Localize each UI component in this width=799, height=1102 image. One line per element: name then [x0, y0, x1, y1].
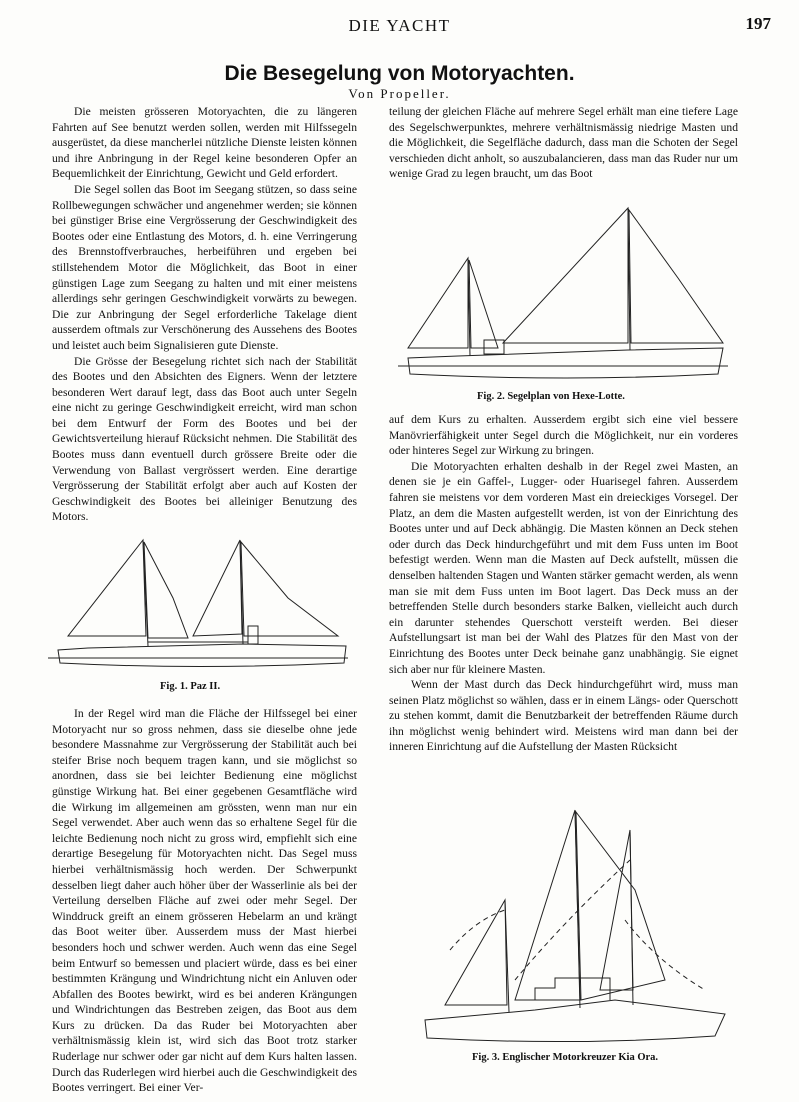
fore-mainsail	[144, 542, 188, 638]
mainsail	[241, 542, 338, 636]
page-number: 197	[745, 14, 771, 33]
funnel	[248, 626, 258, 644]
alt-rig-line	[450, 910, 505, 950]
hull	[408, 348, 723, 378]
fore-sail	[408, 258, 468, 348]
paragraph: teilung der gleichen Fläche auf mehrere Segel erhält man eine tiefere Lage des Segelschwerpunktes, mehrere verhältnismässig niedrige Masten und die Möglichkeit, die Segelfläche dadurch, dass man die Schoten der Segel verschieden dicht anholt, so auszubalancieren, dass man das Ruder nur um wenige Grad zu legen braucht, um das Boot	[389, 105, 738, 181]
running-title: DIE YACHT	[348, 16, 451, 35]
article-author: Von Propeller.	[348, 86, 451, 101]
paragraph: Die Segel sollen das Boot im Seegang stützen, so dass seine Rollbewegungen schwächer und angenehmer werden; sie können bei günstiger Brise eine Vergrösserung der Geschwindigkeit des Bootes oder eine Entlastung des Motors, d. h. eine Verringerung des Brennstoffverbrauches, herbeiführen und ergeben bei stillstehendem Motor die Möglichkeit, das Boot in einer günstigen Lage zum Seegang zu halten und mit einer meistens allerdings sehr geringen Geschwindigkeit vorwärts zu bewegen. Die zur Anbringung der Segel erforderliche Takelage dient ausserdem oftmals zur Verschönerung des Aussehens des Bootes und leistet auch beim Signalisieren gute Dienste.	[52, 182, 357, 352]
figure-3-sail-plan	[415, 800, 745, 1045]
fore-sail	[68, 540, 146, 636]
hull	[425, 1000, 725, 1042]
column-right-bottom	[389, 412, 738, 755]
column-right-top	[389, 104, 738, 182]
fore-mainsail	[469, 260, 498, 348]
column-left-bottom	[52, 706, 357, 1096]
mizzen-sail	[600, 830, 633, 990]
paragraph: In der Regel wird man die Fläche der Hilfssegel bei einer Motoryacht nur so gross nehmen, dass sie dieselbe ohne jede besondere Massnahme zur Vergrösserung der Stabilität auch bei steifer Brise noch bequem tragen kann, und sie möglichst so anordnen, dass sie bei leichter Bedienung eine möglichst günstige Wirkung hat. Bei einer gegebenen Gesamtfläche wird die Wirkung im allgemeinen am grössten, wenn man nur ein Segel verwendet. Aber auch wenn das so erhaltene Segel für die leichte Bedienung noch nicht zu gross wird, empfiehlt sich eine derartige Besegelung für Motoryachten nicht. Das Segel muss hierbei verhältnismässig hoch werden. Der Schwerpunkt desselben liegt daher auch höher über der Wasserlinie als bei der Verteilung derselben Fläche auf zwei oder mehr Segel. Der Winddruck greift an einem grösseren Hebelarm an und krängt das Boot weiter über. Ausserdem muss der Mast hierbei besonders hoch und schwer werden. Auch wenn das eine Segel beim Entwurf so bemessen und placiert würde, dass es bei einer bestimmten Krängung und Windrichtung nicht ein Anluven oder Abfallen des Bootes bewirkt, wird es bei anderen Krängungen und Windrichtungen das Bestreben zeigen, das Boot aus dem Kurs zu drücken. Da das Ruder bei Motoryachten aber verhältnismässig klein ist, wird sich das Boot trotz starker Ruderlage nur schwer oder gar nicht auf dem Kurs halten lassen. Durch das Ruderlegen wird hierbei auch die Geschwindigkeit des Bootes verringert. Bei einer Ver-	[52, 707, 357, 1095]
figure-2-caption: Fig. 2. Segelplan von Hexe-Lotte.	[477, 391, 625, 402]
paragraph: Die Motoryachten erhalten deshalb in der Regel zwei Masten, an denen sie je ein Gaffel-, Lugger- oder Huarisegel fahren. Ausserdem fahren sie meistens vor dem vorderen Mast ein dreieckiges Vorsegel. Der Platz, an dem die Masten aufgestellt werden, ist von der Einrichtung des Bootes unter und auf Deck abhängig. Die Masten können an Deck stehen oder durch das Deck hindurchgeführt und mit dem Fuss unten im Boot befestigt werden. Wenn man die Masten auf Deck aufstellt, müssen die denselben haltenden Stagen und Wanten stärker gemacht werden, als wenn man sie mit dem Fuss unten im Boot lagert. Das Deck muss an der betreffenden Stelle durch besonders starke Balken, vielleicht auch durch ein darunter stehendes Querschott versteift werden. Bei dieser Aufstellungsart ist man bei der Wahl des Platzes für den Mast von der Einrichtung des Bootes unter Deck beinahe ganz unabhängig. Sie eignet sich aber nur für kleinere Masten.	[389, 459, 738, 676]
paragraph: auf dem Kurs zu erhalten. Ausserdem ergibt sich eine viel bessere Manövrierfähigkeit unter Segel durch die Möglichkeit, nur ein vorderes oder hinteres Segel zur Wirkung zu bringen.	[389, 413, 738, 458]
paragraph: Wenn der Mast durch das Deck hindurchgeführt wird, muss man seinen Platz möglichst so wählen, dass er in einem Längs- oder Querschott zu stehen kommt, damit die Benutzbarkeit der betreffenden Räume durch ihn möglichst wenig behindert wird. Meistens wird man dann bei der inneren Einrichtung auf die Aufstellung der Masten Rücksicht	[389, 678, 738, 754]
column-left-top	[52, 104, 357, 525]
hull	[58, 644, 346, 667]
figure-2-sail-plan	[398, 198, 738, 386]
paragraph: Die meisten grösseren Motoryachten, die zu längeren Fahrten auf See benutzt werden sollen, werden mit Hilfssegeln ausgerüstet, da diese mancherlei nützliche Dienste leisten können und ihre Anbringung in der Regel keine besonderen Opfer an Bequemlichkeit der Einrichtung, Gewicht und Geld erfordert.	[52, 105, 357, 181]
main-jib	[193, 540, 242, 636]
mainsail	[576, 812, 665, 1000]
deckhouse	[535, 978, 610, 1000]
deckhouse	[484, 340, 504, 354]
main-jib	[515, 810, 580, 1000]
figure-3-caption: Fig. 3. Englischer Motorkreuzer Kia Ora.	[472, 1052, 659, 1063]
fore-sail	[445, 900, 507, 1005]
figure-1-sail-plan	[48, 518, 358, 678]
main-jib	[503, 208, 628, 343]
page-header	[0, 14, 799, 38]
figure-1-caption: Fig. 1. Paz II.	[160, 681, 221, 692]
article-title: Die Besegelung von Motoryachten.	[224, 62, 575, 85]
mainsail	[629, 210, 723, 343]
paragraph: Die Grösse der Besegelung richtet sich nach der Stabilität des Bootes und den Absichten des Eigners. Wenn der letztere besonderen Wert darauf legt, dass das Boot auch unter Segeln eine nicht zu geringe Geschwindigkeit erreicht, wird man schon bei dem Entwurf der Form des Bootes und bei der Gewichtsverteilung hierauf Rücksicht nehmen. Die Stabilität des Bootes muss dann eventuell durch grössere Breite oder die Verwendung von Ballast vergrössert werden. Eine derartige Vergrösserung der Stabilität erfolgt aber auch auf Kosten der Geschwindigkeit des Bootes bei alleiniger Benutzung des Motors.	[52, 354, 357, 524]
